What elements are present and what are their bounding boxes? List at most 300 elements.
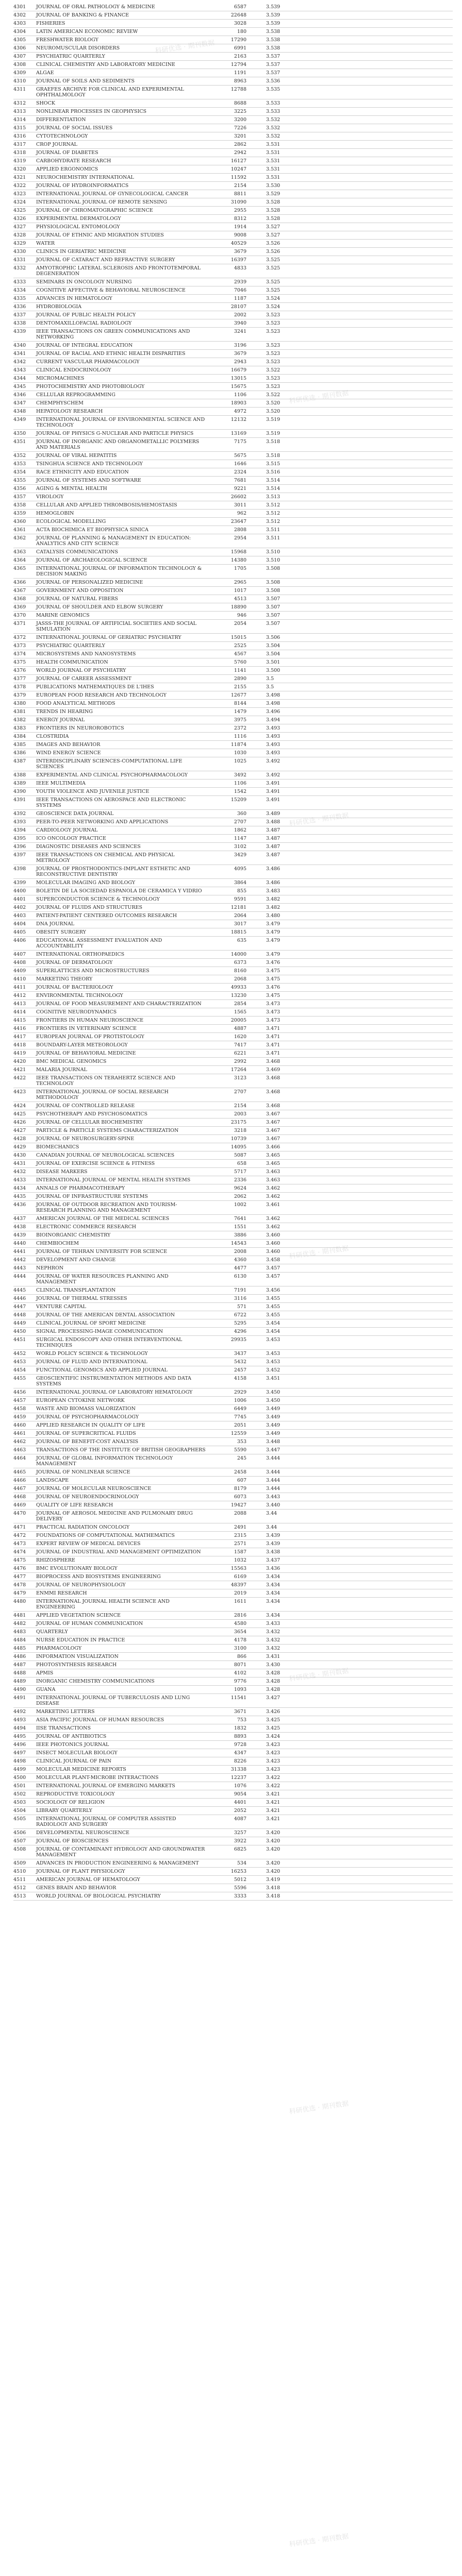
table-row (13, 1215, 453, 1223)
rank-cell: 4312 (13, 100, 26, 106)
table-row (13, 452, 453, 460)
total-cites-cell: 9624 (234, 1185, 246, 1191)
total-cites-cell: 12181 (230, 905, 246, 910)
impact-factor-cell: 3.520 (266, 409, 280, 414)
impact-factor-cell: 3.527 (266, 224, 280, 230)
table-row (13, 1669, 453, 1677)
impact-factor-cell: 3.420 (266, 1830, 280, 1836)
journal-name-cell: MARKETING LETTERS (36, 1709, 95, 1715)
impact-factor-cell: 3.431 (266, 1654, 280, 1659)
journal-name-cell: FRESHWATER BIOLOGY (36, 37, 98, 43)
journal-name-cell: IEEE PHOTONICS JOURNAL (36, 1742, 109, 1748)
journal-name-cell: INSECT MOLECULAR BIOLOGY (36, 1750, 118, 1756)
impact-factor-cell: 3.523 (266, 351, 280, 357)
table-row (13, 116, 453, 124)
total-cites-cell: 3679 (234, 249, 246, 255)
impact-factor-cell: 3.528 (266, 208, 280, 213)
journal-name-cell: COGNITIVE AFFECTIVE & BEHAVIORAL NEUROSCIENCE (36, 287, 186, 293)
impact-factor-cell: 3.418 (266, 1885, 280, 1891)
rank-cell: 4366 (13, 580, 26, 585)
journal-name-cell: JOURNAL OF NONLINEAR SCIENCE (36, 1469, 130, 1475)
impact-factor-cell: 3.486 (266, 880, 280, 886)
journal-name-cell: CLINICS IN GERIATRIC MEDICINE (36, 249, 126, 255)
table-row (13, 1540, 453, 1548)
impact-factor-cell: 3.530 (266, 183, 280, 189)
journal-name-cell: INTERNATIONAL ORTHOPAEDICS (36, 952, 125, 957)
total-cites-cell: 1006 (234, 1398, 246, 1403)
table-row (13, 612, 453, 620)
journal-name-cell: RHIZOSPHERE (36, 1557, 75, 1563)
total-cites-cell: 16679 (230, 367, 246, 373)
table-row (13, 620, 453, 634)
total-cites-cell: 866 (237, 1654, 246, 1659)
total-cites-cell: 18903 (230, 400, 246, 406)
journal-name-cell: JOURNAL OF INDUSTRIAL AND MANAGEMENT OPTIMIZATION (36, 1549, 201, 1555)
table-row (13, 1319, 453, 1328)
table-row (13, 1303, 453, 1311)
rank-cell: 4431 (13, 1161, 26, 1166)
rank-cell: 4325 (13, 208, 26, 213)
impact-factor-cell: 3.539 (266, 21, 280, 26)
rank-cell: 4497 (13, 1750, 26, 1756)
table-row (13, 1388, 453, 1397)
table-row (13, 1829, 453, 1837)
total-cites-cell: 19427 (230, 1502, 246, 1508)
journal-name-cell: JOURNAL OF ETHNIC AND MIGRATION STUDIES (36, 232, 164, 238)
impact-factor-cell: 3.528 (266, 199, 280, 205)
impact-factor-cell: 3.425 (266, 1725, 280, 1731)
total-cites-cell: 8144 (234, 701, 246, 706)
total-cites-cell: 534 (237, 1860, 246, 1866)
rank-cell: 4384 (13, 734, 26, 739)
journal-name-cell: JOURNAL OF PERSONALIZED MEDICINE (36, 580, 143, 585)
total-cites-cell: 2890 (234, 676, 246, 682)
impact-factor-cell: 3.482 (266, 896, 280, 902)
total-cites-cell: 8811 (234, 191, 246, 197)
journal-name-cell: JOURNAL OF CATARACT AND REFRACTIVE SURGERY (36, 257, 175, 263)
table-row (13, 928, 453, 937)
impact-factor-cell: 3.423 (266, 1767, 280, 1772)
rank-cell: 4437 (13, 1216, 26, 1222)
impact-factor-cell: 3.439 (266, 1541, 280, 1547)
table-row (13, 1493, 453, 1501)
rank-cell: 4470 (13, 1511, 26, 1516)
table-row (13, 99, 453, 108)
total-cites-cell: 2054 (234, 621, 246, 626)
impact-factor-cell: 3.455 (266, 1312, 280, 1318)
total-cites-cell: 23647 (230, 519, 246, 524)
journal-name-cell: JOURNAL OF ARCHAEOLOGICAL SCIENCE (36, 557, 147, 563)
rank-cell: 4410 (13, 976, 26, 982)
rank-cell: 4417 (13, 1034, 26, 1040)
impact-factor-cell: 3.452 (266, 1367, 280, 1373)
table-row (13, 1066, 453, 1074)
table-row (13, 1581, 453, 1589)
rank-cell: 4423 (13, 1089, 26, 1095)
journal-name-cell: INORGANIC CHEMISTRY COMMUNICATIONS (36, 1679, 155, 1684)
rank-cell: 4498 (13, 1758, 26, 1764)
journal-name-cell: INTERNATIONAL JOURNAL OF LABORATORY HEMATOLOGY (36, 1389, 193, 1395)
total-cites-cell: 7417 (234, 1042, 246, 1048)
total-cites-cell: 8071 (234, 1662, 246, 1668)
journal-name-cell: JOURNAL OF NEUROSURGERY-SPINE (36, 1136, 135, 1142)
rank-cell: 4344 (13, 376, 26, 381)
total-cites-cell: 1587 (234, 1549, 246, 1555)
table-row (13, 240, 453, 248)
table-row (13, 278, 453, 286)
watermark: 科研优选 · 期刊数据 (288, 2532, 350, 2549)
impact-factor-cell: 3.469 (266, 1067, 280, 1073)
journal-name-cell: WORLD JOURNAL OF PSYCHIATRY (36, 668, 126, 673)
journal-name-cell: NONLINEAR PROCESSES IN GEOPHYSICS (36, 109, 146, 114)
rank-cell: 4487 (13, 1662, 26, 1668)
impact-factor-cell: 3.527 (266, 232, 280, 238)
rank-cell: 4425 (13, 1111, 26, 1117)
total-cites-cell: 2458 (234, 1469, 246, 1475)
table-row (13, 1708, 453, 1716)
rank-cell: 4421 (13, 1067, 26, 1073)
table-row (13, 1248, 453, 1256)
rank-cell: 4386 (13, 750, 26, 756)
rank-cell: 4499 (13, 1767, 26, 1772)
rank-cell: 4392 (13, 811, 26, 817)
journal-name-cell: QUARTERLY (36, 1629, 68, 1635)
total-cites-cell: 1002 (234, 1202, 246, 1208)
impact-factor-cell: 3.430 (266, 1662, 280, 1668)
table-row (13, 1143, 453, 1151)
table-row (13, 1510, 453, 1523)
table-row (13, 1766, 453, 1774)
total-cites-cell: 15015 (230, 635, 246, 640)
rank-cell: 4379 (13, 692, 26, 698)
impact-factor-cell: 3.5 (266, 684, 274, 690)
journal-name-cell: LANDSCAPE (36, 1478, 69, 1483)
impact-factor-cell: 3.526 (266, 249, 280, 255)
impact-factor-cell: 3.519 (266, 431, 280, 436)
table-row (13, 165, 453, 174)
table-row (13, 788, 453, 796)
journal-name-cell: ENERGY JOURNAL (36, 717, 85, 723)
total-cites-cell: 15209 (230, 797, 246, 803)
table-row (13, 1438, 453, 1446)
table-row (13, 1016, 453, 1025)
total-cites-cell: 946 (237, 613, 246, 618)
impact-factor-cell: 3.475 (266, 993, 280, 998)
journal-name-cell: IEEE TRANSACTIONS ON GREEN COMMUNICATIONS AND NETWORKING (36, 329, 190, 340)
journal-name-cell: JOURNAL OF FLUIDS AND STRUCTURES (36, 905, 142, 910)
impact-factor-cell: 3.473 (266, 1001, 280, 1007)
table-row (13, 1118, 453, 1127)
rank-cell: 4364 (13, 557, 26, 563)
journal-name-cell: YOUTH VIOLENCE AND JUVENILE JUSTICE (36, 789, 150, 794)
rank-cell: 4354 (13, 469, 26, 475)
impact-factor-cell: 3.5 (266, 676, 274, 682)
impact-factor-cell: 3.455 (266, 1296, 280, 1301)
total-cites-cell: 3241 (234, 329, 246, 334)
impact-factor-cell: 3.535 (266, 87, 280, 92)
total-cites-cell: 1032 (234, 1557, 246, 1563)
impact-factor-cell: 3.524 (266, 304, 280, 310)
rank-cell: 4397 (13, 852, 26, 858)
table-row (13, 920, 453, 928)
impact-factor-cell: 3.444 (266, 1486, 280, 1492)
impact-factor-cell: 3.504 (266, 643, 280, 649)
total-cites-cell: 22648 (230, 12, 246, 18)
journal-name-cell: OBESITY SURGERY (36, 929, 86, 935)
table-row (13, 342, 453, 350)
journal-name-cell: CHEMPHYSCHEM (36, 400, 84, 406)
table-row (13, 1240, 453, 1248)
impact-factor-cell: 3.450 (266, 1398, 280, 1403)
table-row (13, 1193, 453, 1201)
table-row (13, 1532, 453, 1540)
table-row (13, 303, 453, 311)
impact-factor-cell: 3.512 (266, 511, 280, 516)
table-row (13, 319, 453, 328)
total-cites-cell: 3028 (234, 21, 246, 26)
table-row (13, 44, 453, 53)
table-row (13, 1523, 453, 1532)
journal-name-cell: NEUROMUSCULAR DISORDERS (36, 45, 120, 51)
total-cites-cell: 1076 (234, 1783, 246, 1789)
rank-cell: 4471 (13, 1524, 26, 1530)
impact-factor-cell: 3.491 (266, 781, 280, 786)
total-cites-cell: 2457 (234, 1367, 246, 1373)
journal-name-cell: FRONTIERS IN VETERINARY SCIENCE (36, 1026, 137, 1031)
table-row (13, 810, 453, 818)
impact-factor-cell: 3.493 (266, 734, 280, 739)
table-row (13, 438, 453, 452)
journal-name-cell: EUROPEAN FOOD RESEARCH AND TECHNOLOGY (36, 692, 167, 698)
rank-cell: 4402 (13, 905, 26, 910)
impact-factor-cell: 3.539 (266, 4, 280, 10)
impact-factor-cell: 3.468 (266, 1059, 280, 1064)
total-cites-cell: 3196 (234, 343, 246, 348)
watermark: 科研优选 · 期刊数据 (288, 1244, 350, 1261)
impact-factor-cell: 3.537 (266, 54, 280, 59)
total-cites-cell: 4102 (234, 1670, 246, 1676)
table-row (13, 865, 453, 879)
total-cites-cell: 9591 (234, 896, 246, 902)
journal-name-cell: CARDIOLOGY JOURNAL (36, 827, 98, 833)
table-row (13, 1677, 453, 1686)
impact-factor-cell: 3.421 (266, 1816, 280, 1822)
total-cites-cell: 1565 (234, 1009, 246, 1015)
rank-cell: 4337 (13, 312, 26, 318)
journal-name-cell: WIND ENERGY SCIENCE (36, 750, 101, 756)
rank-cell: 4411 (13, 985, 26, 990)
rank-cell: 4393 (13, 819, 26, 825)
rank-cell: 4491 (13, 1695, 26, 1701)
impact-factor-cell: 3.462 (266, 1185, 280, 1191)
table-row (13, 1025, 453, 1033)
impact-factor-cell: 3.492 (266, 758, 280, 764)
total-cites-cell: 31090 (230, 199, 246, 205)
total-cites-cell: 13230 (230, 993, 246, 998)
impact-factor-cell: 3.426 (266, 1709, 280, 1715)
journal-name-cell: JOURNAL OF DERMATOLOGY (36, 960, 113, 965)
impact-factor-cell: 3.450 (266, 1389, 280, 1395)
impact-factor-cell: 3.513 (266, 494, 280, 500)
journal-name-cell: MALARIA JOURNAL (36, 1067, 87, 1073)
journal-name-cell: JOURNAL OF SHOULDER AND ELBOW SURGERY (36, 604, 163, 610)
journal-name-cell: AGING & MENTAL HEALTH (36, 486, 107, 492)
total-cites-cell: 2062 (234, 1194, 246, 1199)
journal-name-cell: VENTURE CAPITAL (36, 1304, 86, 1310)
journal-name-cell: DEVELOPMENTAL NEUROSCIENCE (36, 1830, 129, 1836)
total-cites-cell: 8160 (234, 968, 246, 974)
journal-name-cell: AMERICAN JOURNAL OF THE MEDICAL SCIENCES (36, 1216, 170, 1222)
journal-name-cell: JOURNAL OF EXERCISE SCIENCE & FITNESS (36, 1161, 155, 1166)
total-cites-cell: 10739 (230, 1136, 246, 1142)
total-cites-cell: 2707 (234, 819, 246, 825)
rank-cell: 4509 (13, 1860, 26, 1866)
rank-cell: 4407 (13, 952, 26, 957)
table-row (13, 603, 453, 612)
impact-factor-cell: 3.455 (266, 1304, 280, 1310)
rank-cell: 4346 (13, 392, 26, 398)
rank-cell: 4370 (13, 613, 26, 618)
total-cites-cell: 4477 (234, 1265, 246, 1271)
table-row (13, 1127, 453, 1135)
impact-factor-cell: 3.453 (266, 1351, 280, 1357)
total-cites-cell: 3257 (234, 1830, 246, 1836)
rank-cell: 4463 (13, 1447, 26, 1453)
rank-cell: 4474 (13, 1549, 26, 1555)
table-row (13, 1485, 453, 1493)
total-cites-cell: 15563 (230, 1566, 246, 1571)
total-cites-cell: 7046 (234, 287, 246, 293)
journal-name-cell: PEER-TO-PEER NETWORKING AND APPLICATIONS (36, 819, 169, 825)
table-row (13, 1741, 453, 1749)
total-cites-cell: 15968 (230, 549, 246, 555)
impact-factor-cell: 3.507 (266, 604, 280, 610)
impact-factor-cell: 3.483 (266, 888, 280, 894)
rank-cell: 4368 (13, 596, 26, 602)
table-row (13, 634, 453, 642)
impact-factor-cell: 3.487 (266, 852, 280, 858)
rank-cell: 4336 (13, 304, 26, 310)
journal-name-cell: TRENDS IN HEARING (36, 709, 93, 715)
rank-cell: 4382 (13, 717, 26, 723)
table-row (13, 375, 453, 383)
impact-factor-cell: 3.453 (266, 1359, 280, 1365)
impact-factor-cell: 3.462 (266, 1216, 280, 1222)
total-cites-cell: 4567 (234, 651, 246, 657)
impact-factor-cell: 3.457 (266, 1265, 280, 1271)
impact-factor-cell: 3.468 (266, 1075, 280, 1081)
total-cites-cell: 1116 (234, 734, 246, 739)
total-cites-cell: 23175 (230, 1120, 246, 1125)
journal-name-cell: INTERNATIONAL JOURNAL OF GERIATRIC PSYCHIATRY (36, 635, 182, 640)
table-row (13, 757, 453, 771)
impact-factor-cell: 3.428 (266, 1679, 280, 1684)
impact-factor-cell: 3.536 (266, 78, 280, 84)
table-row (13, 1397, 453, 1405)
rank-cell: 4469 (13, 1502, 26, 1508)
total-cites-cell: 1611 (234, 1599, 246, 1604)
total-cites-cell: 8963 (234, 78, 246, 84)
journal-name-cell: APMIS (36, 1670, 54, 1676)
impact-factor-cell: 3.523 (266, 376, 280, 381)
total-cites-cell: 8312 (234, 216, 246, 222)
rank-cell: 4476 (13, 1566, 26, 1571)
rank-cell: 4353 (13, 461, 26, 467)
rank-cell: 4510 (13, 1869, 26, 1874)
table-row (13, 526, 453, 534)
journal-name-cell: MOLECULAR MEDICINE REPORTS (36, 1767, 126, 1772)
table-row (13, 1405, 453, 1413)
impact-factor-cell: 3.487 (266, 844, 280, 850)
rank-cell: 4315 (13, 125, 26, 131)
table-row (13, 1041, 453, 1049)
rank-cell: 4492 (13, 1709, 26, 1715)
rank-cell: 4418 (13, 1042, 26, 1048)
table-row (13, 691, 453, 700)
impact-factor-cell: 3.454 (266, 1329, 280, 1334)
journal-name-cell: CANADIAN JOURNAL OF NEUROLOGICAL SCIENCES (36, 1153, 175, 1158)
journal-name-cell: JOURNAL OF CONTAMINANT HYDROLOGY AND GROUNDWATER MANAGEMENT (36, 1846, 205, 1858)
rank-cell: 4322 (13, 183, 26, 189)
total-cites-cell: 29935 (230, 1337, 246, 1343)
journal-name-cell: CLINICAL CHEMISTRY AND LABORATORY MEDICINE (36, 62, 175, 67)
journal-name-cell: EUROPEAN CYTOKINE NETWORK (36, 1398, 125, 1403)
impact-factor-cell: 3.444 (266, 1455, 280, 1461)
journal-name-cell: CLINICAL JOURNAL OF SPORT MEDICINE (36, 1320, 146, 1326)
impact-factor-cell: 3.439 (266, 1533, 280, 1538)
impact-factor-cell: 3.516 (266, 469, 280, 475)
journal-name-cell: JOURNAL OF DIABETES (36, 150, 98, 156)
journal-name-cell: DIAGNOSTIC DISEASES AND SCIENCES (36, 844, 141, 850)
journal-name-cell: SUPERCONDUCTOR SCIENCE & TECHNOLOGY (36, 896, 160, 902)
journal-name-cell: JOURNAL OF TEHRAN UNIVERSITY FOR SCIENCE (36, 1249, 167, 1255)
rank-cell: 4314 (13, 117, 26, 123)
table-row (13, 198, 453, 207)
total-cites-cell: 2154 (234, 1103, 246, 1109)
impact-factor-cell: 3.471 (266, 1034, 280, 1040)
impact-factor-cell: 3.419 (266, 1877, 280, 1883)
journal-name-cell: JOURNAL OF SOILS AND SEDIMENTS (36, 78, 135, 84)
total-cites-cell: 2154 (234, 183, 246, 189)
rank-cell: 4505 (13, 1816, 26, 1822)
total-cites-cell: 6449 (234, 1406, 246, 1412)
total-cites-cell: 4095 (234, 866, 246, 872)
rank-cell: 4453 (13, 1359, 26, 1365)
journal-name-cell: ADVANCES IN HEMATOLOGY (36, 296, 112, 301)
table-row (13, 1454, 453, 1468)
impact-factor-cell: 3.460 (266, 1241, 280, 1246)
rank-cell: 4442 (13, 1257, 26, 1263)
impact-factor-cell: 3.488 (266, 819, 280, 825)
impact-factor-cell: 3.523 (266, 320, 280, 326)
table-row (13, 108, 453, 116)
journal-name-cell: JOURNAL OF CAREER ASSESSMENT (36, 676, 131, 682)
journal-name-cell: HEALTH COMMUNICATION (36, 659, 108, 665)
rank-cell: 4458 (13, 1406, 26, 1412)
journal-name-cell: JOURNAL OF PLANT PHYSIOLOGY (36, 1869, 125, 1874)
rank-cell: 4309 (13, 70, 26, 76)
rank-cell: 4460 (13, 1422, 26, 1428)
total-cites-cell: 1862 (234, 827, 246, 833)
journal-name-cell: JOURNAL OF GLOBAL INFORMATION TECHNOLOGY MANAGEMENT (36, 1455, 173, 1467)
impact-factor-cell: 3.444 (266, 1469, 280, 1475)
table-row (13, 223, 453, 231)
journal-name-cell: MICROSYSTEMS AND NANOSYSTEMS (36, 651, 136, 657)
total-cites-cell: 2315 (234, 1533, 246, 1538)
impact-factor-cell: 3.449 (266, 1422, 280, 1428)
table-row (13, 1088, 453, 1102)
impact-factor-cell: 3.531 (266, 175, 280, 180)
